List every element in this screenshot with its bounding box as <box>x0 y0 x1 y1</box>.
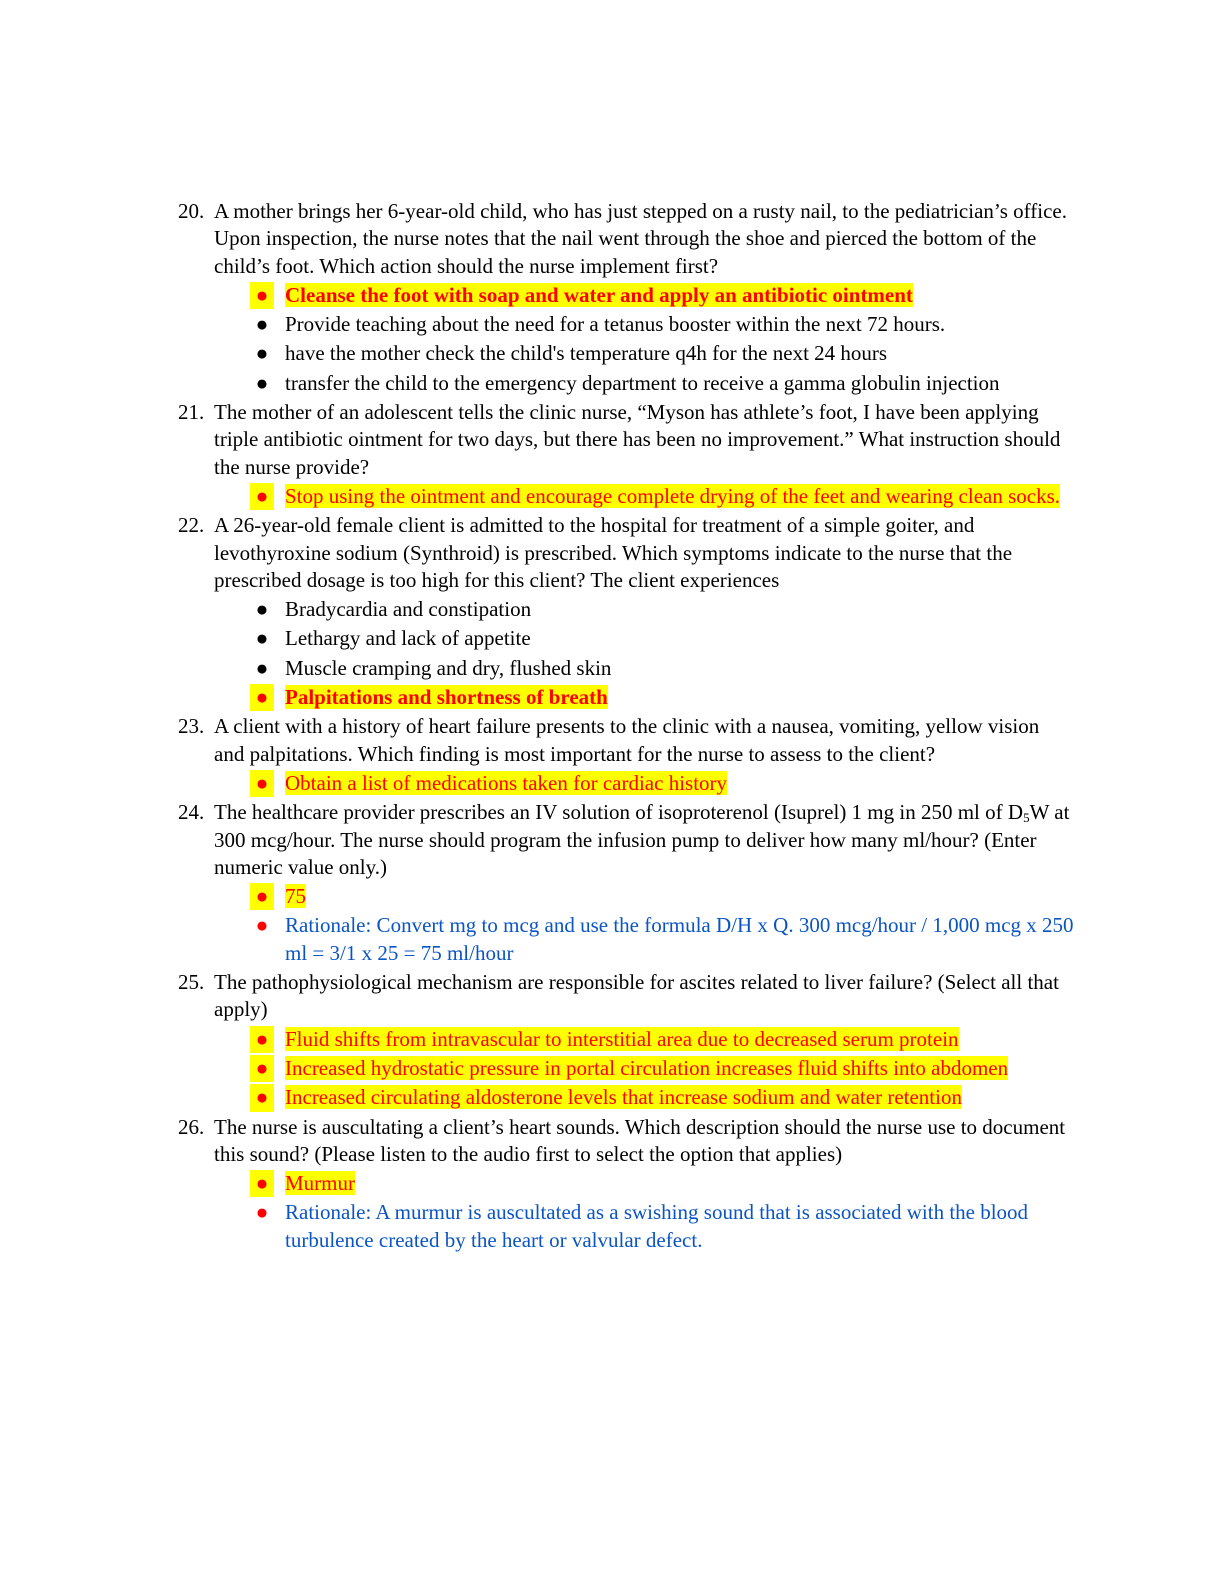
bullet-icon: ● <box>255 1200 269 1225</box>
question-text: A mother brings her 6-year-old child, who has just stepped on a rusty nail, to the pediatrician’s office. Upon inspection, the nurse notes that the nail went through the shoe and pierced the bottom of the child’s foot. Which action should the nurse implement first? <box>214 199 1067 278</box>
option-text: Provide teaching about the need for a tetanus booster within the next 72 hours. <box>285 312 946 337</box>
rationale-text: Rationale: A murmur is auscultated as a swishing sound that is associated with the blood turbulence created by the heart or valvular defect. <box>285 1200 1029 1252</box>
option-text: Muscle cramping and dry, flushed skin <box>285 655 612 680</box>
option-text: 75 <box>285 884 306 909</box>
bullet-icon: ● <box>250 883 274 910</box>
option-text: Fluid shifts from intravascular to interstitial area due to decreased serum protein <box>285 1026 959 1051</box>
rationale-text: Rationale: Convert mg to mcg and use the formula D/H x Q. 300 mcg/hour / 1,000 mcg x 250 ml = 3/1 x 25 = 75 ml/hour <box>285 913 1074 965</box>
option-text: Bradycardia and constipation <box>285 597 532 622</box>
question-text <box>214 799 1074 881</box>
option-correct <box>255 483 1074 510</box>
option-correct <box>255 1170 1074 1197</box>
bullet-icon: ● <box>255 597 269 622</box>
option-list <box>214 282 1074 397</box>
option-text: have the mother check the child's temperature q4h for the next 24 hours <box>285 341 888 366</box>
option-text: Murmur <box>285 1171 355 1196</box>
option-list <box>214 1026 1074 1112</box>
bullet-icon: ● <box>250 1055 274 1082</box>
question-23 <box>178 713 1074 797</box>
question-25 <box>178 969 1074 1111</box>
option-list <box>214 596 1074 711</box>
question-text-after: W at 300 mcg/hour. The nurse should program the infusion pump to deliver how many ml/hour? (Enter numeric value only.) <box>214 800 1070 879</box>
question-number: 22. <box>178 513 205 538</box>
question-26 <box>178 1114 1074 1254</box>
question-list <box>178 198 1074 1256</box>
question-text-before: The healthcare provider prescribes an IV solution of isoproterenol (Isuprel) 1 mg in 250 ml of D <box>214 800 1024 825</box>
option <box>255 625 1074 652</box>
bullet-icon: ● <box>255 312 269 337</box>
option-text: Cleanse the foot with soap and water and apply an antibiotic ointment <box>285 282 913 307</box>
option-list <box>214 1170 1074 1254</box>
option <box>255 311 1074 338</box>
bullet-icon: ● <box>250 684 274 711</box>
question-text-subscript: 5 <box>1023 810 1030 826</box>
option-correct <box>255 1026 1074 1053</box>
question-24 <box>178 799 1074 967</box>
bullet-icon: ● <box>250 770 274 797</box>
option-correct <box>255 770 1074 797</box>
question-text: The pathophysiological mechanism are responsible for ascites related to liver failure? (Select all that apply) <box>214 970 1059 1022</box>
question-number: 21. <box>178 400 205 425</box>
option-correct <box>255 883 1074 910</box>
bullet-icon: ● <box>255 626 269 651</box>
bullet-icon: ● <box>255 370 269 395</box>
bullet-icon: ● <box>255 655 269 680</box>
option-text: Stop using the ointment and encourage complete drying of the feet and wearing clean socks. <box>285 483 1061 508</box>
option-correct <box>255 1084 1074 1111</box>
option-text: Increased circulating aldosterone levels that increase sodium and water retention <box>285 1085 962 1110</box>
question-number: 25. <box>178 970 205 995</box>
bullet-icon: ● <box>250 483 274 510</box>
bullet-icon: ● <box>255 341 269 366</box>
option-text: Lethargy and lack of appetite <box>285 626 531 651</box>
question-text: A client with a history of heart failure presents to the clinic with a nausea, vomiting, yellow vision and palpitations. Which finding is most important for the nurse to assess to the client? <box>214 714 1040 766</box>
bullet-icon: ● <box>250 1084 274 1111</box>
question-text: The mother of an adolescent tells the clinic nurse, “Myson has athlete’s foot, I have been applying triple antibiotic ointment for two days, but there has been no improvement.” What instruction should the nurse provide? <box>214 400 1061 479</box>
option <box>255 370 1074 397</box>
option-list <box>214 770 1074 797</box>
question-number: 26. <box>178 1114 205 1139</box>
question-21 <box>178 399 1074 510</box>
question-text: A 26-year-old female client is admitted to the hospital for treatment of a simple goiter, and levothyroxine sodium (Synthroid) is prescribed. Which symptoms indicate to the nurse that the prescribed dosage is too high for this client? The client experiences <box>214 513 1013 592</box>
option <box>255 655 1074 682</box>
bullet-icon: ● <box>250 282 274 309</box>
question-20 <box>178 198 1074 397</box>
question-22 <box>178 512 1074 711</box>
option-text: Obtain a list of medications taken for cardiac history <box>285 770 728 795</box>
option <box>255 596 1074 623</box>
option-list <box>214 483 1074 510</box>
option-text: Increased hydrostatic pressure in portal circulation increases fluid shifts into abdomen <box>285 1055 1009 1080</box>
option-correct <box>255 1055 1074 1082</box>
option-correct <box>255 684 1074 711</box>
bullet-icon: ● <box>255 913 269 938</box>
option-list <box>214 883 1074 967</box>
option-correct <box>255 282 1074 309</box>
bullet-icon: ● <box>250 1170 274 1197</box>
option <box>255 340 1074 367</box>
bullet-icon: ● <box>250 1026 274 1053</box>
rationale <box>255 1199 1074 1254</box>
question-number: 24. <box>178 800 205 825</box>
rationale <box>255 912 1074 967</box>
option-text: Palpitations and shortness of breath <box>285 685 608 710</box>
question-number: 20. <box>178 199 205 223</box>
option-text: transfer the child to the emergency department to receive a gamma globulin injection <box>285 370 1000 395</box>
question-text: The nurse is auscultating a client’s heart sounds. Which description should the nurse use to document this sound? (Please listen to the audio first to select the option that applies) <box>214 1114 1066 1166</box>
question-number: 23. <box>178 714 205 739</box>
